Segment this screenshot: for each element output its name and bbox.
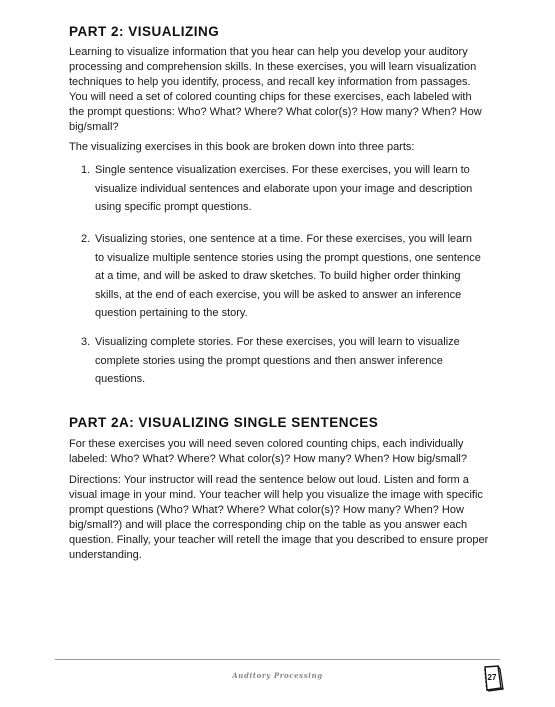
directions-paragraph: Directions: Your instructor will read the sentence below out loud. Listen and form a visual image in your mind. Your teacher will help you visualize the image with specific prompt questions (Who? What? Where? What color(s)? How many? When? How big/small?) and will place the corresponding chip on the table as you answer each question. Finally, your teacher will retell the image that you described to ensure proper understanding.: [69, 474, 489, 561]
list-item-text: Visualizing stories, one sentence at a time. For these exercises, you will learn to visualize multiple sentence stories using the prompt questions, one sentence at a time, and will be asked to draw sketches. To build higher order thinking skills, at the end of each exercise, you will be asked to answer an inference question pertaining to the story.: [95, 233, 481, 319]
list-item-number: 1.: [81, 164, 91, 176]
page-number-badge: [482, 664, 504, 692]
footer-title: Auditory Processing: [232, 671, 323, 680]
list-item: [81, 333, 481, 389]
chips-paragraph: For these exercises you will need seven colored counting chips, each individually labeled: Who? What? Where? What color(s)? How many? When? How big/small?: [69, 438, 467, 465]
list-item: [81, 161, 481, 217]
list-item: [81, 230, 481, 323]
list-item-number: 2.: [81, 233, 91, 245]
footer-divider: [55, 659, 500, 660]
intro-paragraph: Learning to visualize information that you hear can help you develop your auditory processing and comprehension skills. In these exercises, you will learn visualization techniques to help you identify, process, and recall key information from passages. You will need a set of colored counting chips for these exercises, each labeled with the prompt questions: Who? What? Where? What color(s)? How many? When? How big/small?: [69, 46, 482, 133]
section-heading-part-2a: PART 2A: VISUALIZING SINGLE SENTENCES: [69, 415, 379, 430]
list-item-number: 3.: [81, 336, 91, 348]
list-lead-paragraph: The visualizing exercises in this book are broken down into three parts:: [69, 141, 415, 153]
list-item-text: Visualizing complete stories. For these exercises, you will learn to visualize complete stories using the prompt questions and then answer inference questions.: [95, 336, 460, 385]
list-item-text: Single sentence visualization exercises. For these exercises, you will learn to visualize individual sentences and elaborate upon your image and description using specific prompt questions.: [95, 164, 473, 213]
section-heading-part-2: PART 2: VISUALIZING: [69, 24, 220, 39]
page-number: 27: [487, 673, 497, 682]
